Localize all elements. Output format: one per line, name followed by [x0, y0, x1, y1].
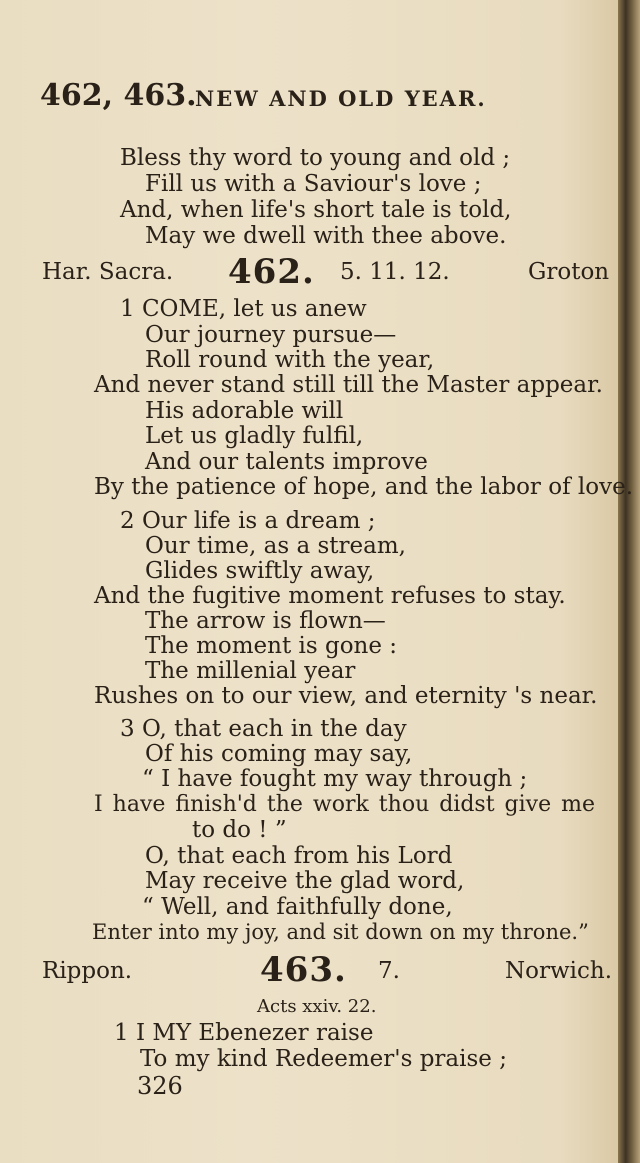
hymn-line: “ I have fought my way through ; [142, 766, 528, 792]
hymn-line: By the patience of hope, and the labor of love. [94, 474, 634, 500]
hymn-462-tune: Groton [528, 259, 610, 285]
hymn-line: Of his coming may say, [145, 741, 413, 767]
hymn-line: 3 O, that each in the day [120, 716, 407, 742]
hymn-line: Our journey pursue— [145, 322, 397, 348]
hymn-line: Our time, as a stream, [145, 533, 406, 559]
hymn-line: 1 I MY Ebenezer raise [114, 1020, 374, 1046]
hymn-462-source: Har. Sacra. [42, 259, 174, 285]
hymn-463-tune: Norwich. [505, 958, 613, 984]
hymn-462-number: 462. [228, 252, 315, 292]
hymn-463-number: 463. [260, 950, 347, 990]
hymn-line: His adorable will [145, 398, 344, 424]
hymn-line: The moment is gone : [145, 633, 398, 659]
hymn-line: Glides swiftly away, [145, 558, 375, 584]
running-head-title: NEW AND OLD YEAR. [195, 86, 487, 111]
hymn-line: And our talents improve [145, 449, 428, 475]
hymn-462-meter: 5. 11. 12. [340, 259, 450, 285]
hymn-line: Rushes on to our view, and eternity 's near. [94, 683, 598, 709]
verse-line: And, when life's short tale is told, [120, 197, 512, 223]
page-edge [618, 0, 640, 1163]
verse-line: Fill us with a Saviour's love ; [145, 171, 482, 197]
hymn-line: I have finish'd the work thou didst give me [94, 792, 595, 817]
hymn-line: Enter into my joy, and sit down on my throne.” [92, 920, 589, 944]
hymn-line: 1 COME, let us anew [120, 296, 367, 322]
hymn-line: And never stand still till the Master appear. [94, 372, 603, 398]
hymn-line: The arrow is flown— [145, 608, 386, 634]
hymn-463-source: Rippon. [42, 958, 133, 984]
hymn-line: May receive the glad word, [145, 868, 465, 894]
hymn-line: O, that each from his Lord [145, 843, 453, 869]
hymn-line: And the fugitive moment refuses to stay. [94, 583, 566, 609]
hymn-line: 2 Our life is a dream ; [120, 508, 376, 534]
running-head-hymn-numbers: 462, 463. [40, 78, 197, 113]
hymn-line: To my kind Redeemer's praise ; [140, 1046, 507, 1072]
hymn-line: Roll round with the year, [145, 347, 435, 373]
hymn-line: Let us gladly fulfil, [145, 423, 364, 449]
hymn-line: “ Well, and faithfully done, [142, 894, 453, 920]
hymn-line: The millenial year [145, 658, 356, 684]
page-number: 326 [137, 1072, 183, 1100]
verse-line: Bless thy word to young and old ; [120, 145, 511, 171]
hymn-line: to do ! ” [192, 817, 287, 843]
verse-line: May we dwell with thee above. [145, 223, 507, 249]
scripture-reference: Acts xxiv. 22. [257, 996, 377, 1017]
hymn-463-meter: 7. [378, 958, 400, 984]
